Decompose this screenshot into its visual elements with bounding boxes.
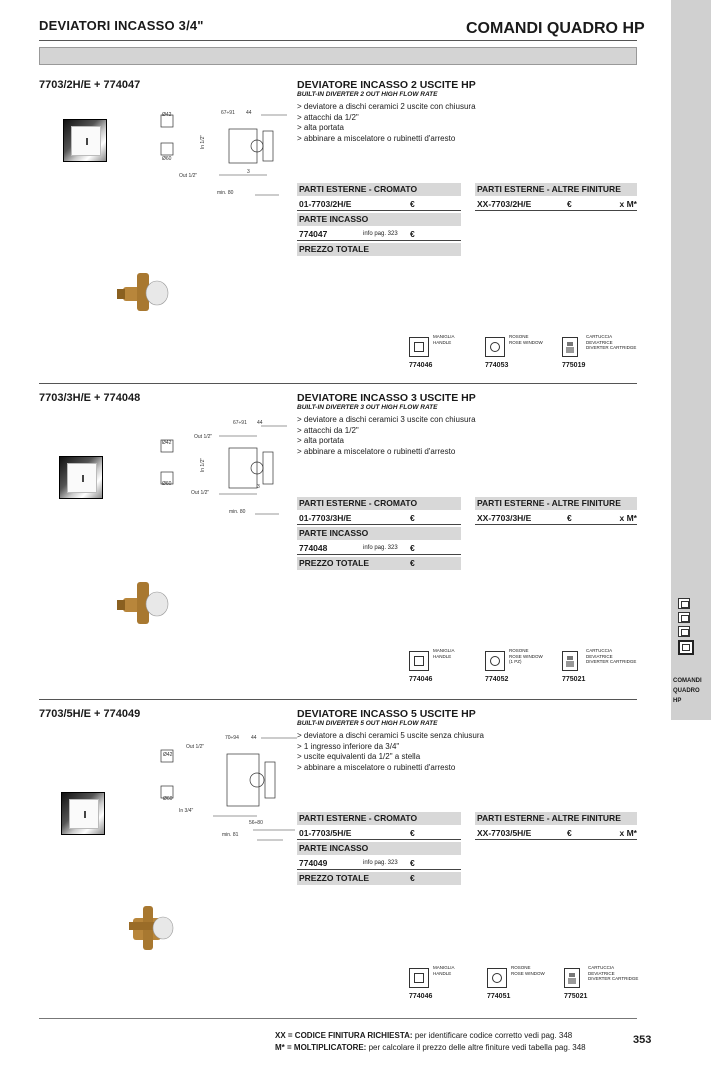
product-section-2: 7703/3H/E + 774048 DEVIATORE INCASSO 3 USCITE HP BUILT-IN DIVERTER 3 OUT HIGH FLOW RATE > deviatore a dischi ceramici 3 uscite con chiusura > attacchi da 1/2" > alta portata > abbinare a miscelatore o rubinetti d'arresto Ø42 Ø60 67÷91 44 In 1/2" Out 1/2" 3 min. 80 Out 1/2" PARTI ESTERNE - CROMATO 01-7703/3H/E € PARTE INCASSO 774048 info pag. 323 € PREZZO TOTALE € PARTI ESTERNE - ALTRE FINITURE XX-7703/3H/E € x M* MANIGLIA HANDLE 774046 ROSONE ROSE WINDOW (1 PZ) 774052 CARTUCCIA DEVIATRICE DIVERTER CARTRIDGE 775021 xyxy=(39,392,637,683)
price-table-chrome: PARTI ESTERNE - CROMATO 01-7703/3H/E € PARTE INCASSO 774048 info pag. 323 € PREZZO TOTALE € xyxy=(297,497,461,570)
footer-note-m: M* = MOLTIPLICATORE: per calcolare il prezzo delle altre finiture vedi tabella pag. 348 xyxy=(275,1043,586,1052)
handle-product-image xyxy=(63,119,107,162)
index-square-icon xyxy=(678,626,690,637)
price-table-chrome: PARTI ESTERNE - CROMATO 01-7703/5H/E € PARTE INCASSO 774049 info pag. 323 € PREZZO TOTALE € xyxy=(297,812,461,885)
handle-product-image xyxy=(59,456,103,499)
feature-list: > deviatore a dischi ceramici 2 uscite con chiusura > attacchi da 1/2" > alta portata > abbinare a miscelatore o rubinetti d'arresto xyxy=(297,102,476,143)
side-tab-label: COMANDI QUADRO HP xyxy=(673,678,702,704)
technical-drawing xyxy=(157,109,297,199)
section-heading: DEVIATORI INCASSO 3/4" xyxy=(39,18,204,33)
valve-body-image xyxy=(129,906,181,950)
handle-product-image xyxy=(61,792,105,835)
header-divider xyxy=(39,40,637,41)
valve-body-image xyxy=(117,269,177,317)
price-table-other-finishes: PARTI ESTERNE - ALTRE FINITURE XX-7703/5H/E € x M* xyxy=(477,813,637,838)
header-band xyxy=(39,47,637,65)
page-number: 353 xyxy=(633,1034,652,1046)
technical-drawing xyxy=(157,422,297,516)
section-divider xyxy=(39,383,637,384)
feature-list: > deviatore a dischi ceramici 5 uscite senza chiusura > 1 ingresso inferiore da 3/4" > uscite equivalenti da 1/2" a stella > abbinare a miscelatore o rubinetti d'arresto xyxy=(297,731,484,772)
footer-note-xx: XX = CODICE FINITURA RICHIESTA: per identificare codice corretto vedi pag. 348 xyxy=(275,1031,573,1040)
index-square-active-icon xyxy=(678,640,694,655)
product-code: 7703/5H/E + 774049 xyxy=(39,708,141,720)
valve-body-image xyxy=(117,580,177,628)
product-subtitle: BUILT-IN DIVERTER 3 OUT HIGH FLOW RATE xyxy=(297,404,438,411)
technical-drawing xyxy=(157,734,307,844)
product-subtitle: BUILT-IN DIVERTER 5 OUT HIGH FLOW RATE xyxy=(297,720,438,727)
index-square-icon xyxy=(678,598,690,609)
price-table-other-finishes: PARTI ESTERNE - ALTRE FINITURE XX-7703/2H/E € x M* xyxy=(477,184,637,209)
product-title: DEVIATORE INCASSO 3 USCITE HP xyxy=(297,392,476,404)
product-section-1: 7703/2H/E + 774047 DEVIATORE INCASSO 2 USCITE HP BUILT-IN DIVERTER 2 OUT HIGH FLOW RATE > deviatore a dischi ceramici 2 uscite con chiusura > attacchi da 1/2" > alta portata > abbinare a miscelatore o rubinetti d'arresto Ø42 Ø60 67÷91 44 In 1/2" Out 1/2" 3 min. 80 PARTI ESTERNE - CROMATO 01-7703/2H/E € PARTE INCASSO 774047 info pag. 323 € PREZZO TOTALE PARTI ESTERNE - ALTRE FINITURE XX-7703/2H/E € x M* MANIGLIA HANDLE 774046 ROSONE ROSE WINDOW 774053 CARTUCCIA DEVIATRICE DIVERTER CARTRIDGE 775019 xyxy=(39,79,637,369)
footer-divider xyxy=(39,1018,637,1019)
product-title: DEVIATORE INCASSO 5 USCITE HP xyxy=(297,708,476,720)
feature-list: > deviatore a dischi ceramici 3 uscite con chiusura > attacchi da 1/2" > alta portata > abbinare a miscelatore o rubinetti d'arresto xyxy=(297,415,476,456)
product-section-3: 7703/5H/E + 774049 DEVIATORE INCASSO 5 USCITE HP BUILT-IN DIVERTER 5 OUT HIGH FLOW RATE > deviatore a dischi ceramici 5 uscite senza chiusura > 1 ingresso inferiore da 3/4" > uscite equivalenti da 1/2" a stella > abbinare a miscelatore o rubinetti d'arresto Ø42 Ø60 70÷94 44 Out 1/2" In 3/4" 56÷80 min. 81 PARTI ESTERNE - CROMATO 01-7703/5H/E € PARTE INCASSO 774049 info pag. 323 € PREZZO TOTALE € PARTI ESTERNE - ALTRE FINITURE XX-7703/5H/E € x M* MANIGLIA HANDLE 774046 ROSONE ROSE WINDOW 774051 CARTUCCIA DEVIATRICE DIVERTER CARTRIDGE 775021 xyxy=(39,708,639,1000)
side-index-icons xyxy=(678,598,692,658)
product-code: 7703/2H/E + 774047 xyxy=(39,79,141,91)
price-table-other-finishes: PARTI ESTERNE - ALTRE FINITURE XX-7703/3H/E € x M* xyxy=(477,498,637,523)
product-title: DEVIATORE INCASSO 2 USCITE HP xyxy=(297,79,476,91)
product-subtitle: BUILT-IN DIVERTER 2 OUT HIGH FLOW RATE xyxy=(297,91,438,98)
page-title: COMANDI QUADRO HP xyxy=(466,20,645,37)
section-divider xyxy=(39,699,637,700)
index-square-icon xyxy=(678,612,690,623)
price-table-chrome: PARTI ESTERNE - CROMATO 01-7703/2H/E € PARTE INCASSO 774047 info pag. 323 € PREZZO TOTALE xyxy=(297,183,461,256)
product-code: 7703/3H/E + 774048 xyxy=(39,392,141,404)
